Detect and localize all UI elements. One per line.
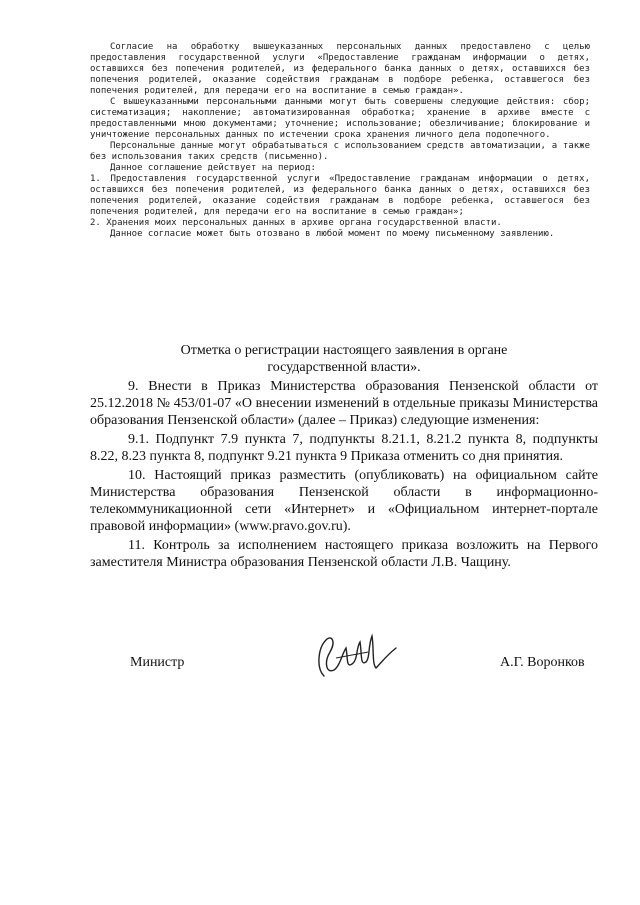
signatory-position: Министр	[130, 655, 185, 670]
consent-paragraph-actions: С вышеуказанными персональными данными могут быть совершены следующие действия: сбор; систематизация; накопление; автоматизированная обработка; хранение в архиве вместе с предоставленными мною документами; уточнение; использование; обезличивание; блокирование и уничтожение персональных данных по истечении срока хранения личного дела подопечного.	[90, 97, 590, 140]
consent-block	[90, 42, 590, 240]
paragraph-10: 10. Настоящий приказ разместить (опубликовать) на официальном сайте Министерства образования Пензенской области в информационно-телекоммуникационной сети «Интернет» и «Официальном интернет-портале правовой информации» (www.pravo.gov.ru).	[90, 468, 598, 534]
order-body	[90, 378, 598, 571]
consent-paragraph-revocation: Данное согласие может быть отозвано в любой момент по моему письменному заявлению.	[110, 229, 555, 239]
consent-item-2: 2. Хранения моих персональных данных в архиве органа государственной власти.	[90, 218, 502, 228]
consent-paragraph-automation: Персональные данные могут обрабатываться с использованием средств автоматизации, а также без использования таких средств (письменно).	[90, 141, 590, 162]
consent-paragraph-period: Данное соглашение действует на период:	[110, 163, 316, 173]
registration-mark-line-2: государственной власти».	[267, 360, 421, 375]
signatory-name: А.Г. Воронков	[500, 655, 585, 670]
registration-mark	[90, 342, 598, 376]
paragraph-9-1: 9.1. Подпункт 7.9 пункта 7, подпункты 8.21.1, 8.21.2 пункта 8, подпункты 8.22, 8.23 пункта 8, подпункт 9.21 пункта 9 Приказа отменить со дня принятия.	[90, 432, 598, 464]
registration-mark-line-1: Отметка о регистрации настоящего заявления в органе	[180, 343, 508, 358]
paragraph-11: 11. Контроль за исполнением настоящего приказа возложить на Первого заместителя Министра образования Пензенской области Л.В. Чащину.	[90, 538, 598, 570]
paragraph-9: 9. Внести в Приказ Министерства образования Пензенской области от 25.12.2018 № 453/01-07 «О внесении изменений в отдельные приказы Министерства образования Пензенской области» (далее – Приказ) следующие изменения:	[90, 379, 598, 428]
handwritten-signature	[296, 618, 406, 688]
consent-item-1: 1. Предоставления государственной услуги «Предоставление гражданам информации о детях, оставшихся без попечения родителей, из федерального банка данных о детях, оставшихся без попечения родителей, оказание содействия гражданам в подборе ребенка, оставшегося без попечения родителей, для передачи его на воспитание в семью граждан»;	[90, 174, 590, 217]
consent-paragraph-purpose: Согласие на обработку вышеуказанных персональных данных предоставлено с целью предоставления государственной услуги «Предоставление гражданам информации о детях, оставшихся без попечения родителей, из федерального банка данных о детях, оставшихся без попечения родителей, оказание содействия гражданам в подборе ребенка, оставшегося без попечения родителей, для передачи его на воспитание в семью граждан».	[90, 42, 590, 96]
